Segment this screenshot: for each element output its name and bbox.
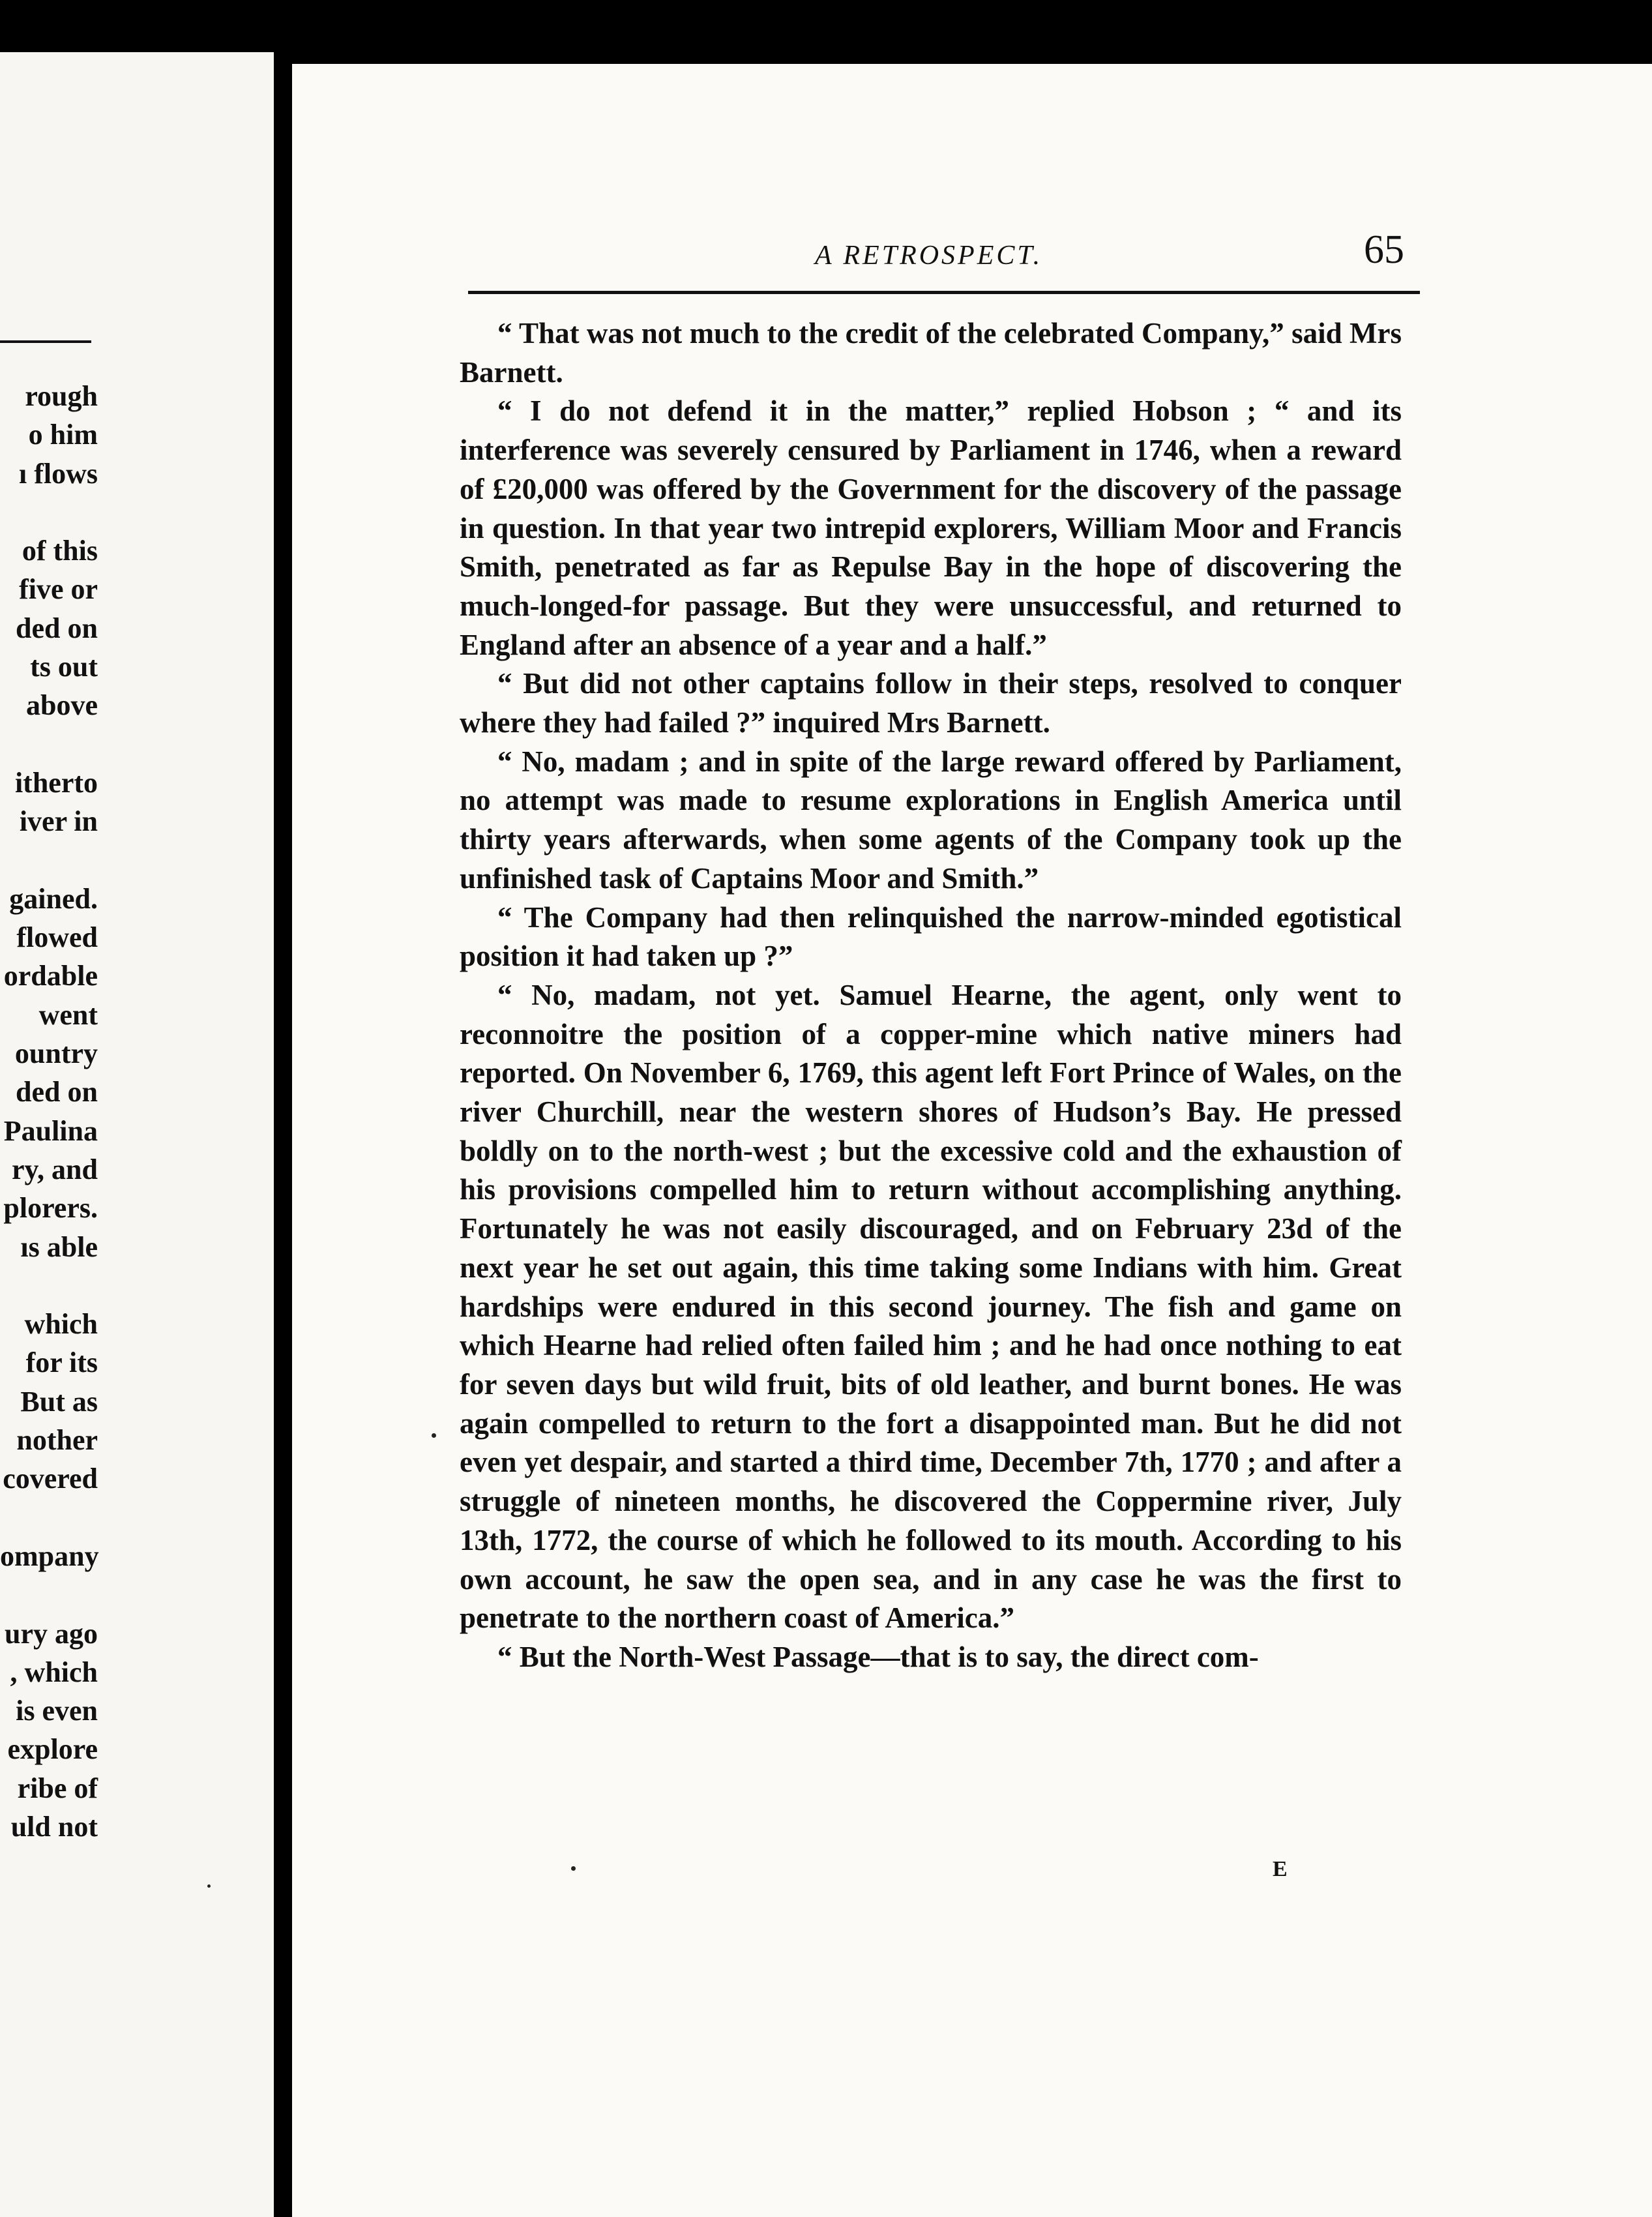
left-page-line: flowed	[16, 921, 98, 954]
left-page-line: which	[24, 1308, 98, 1341]
paragraph: “ No, madam ; and in spite of the large reward offered by Parliament, no attempt was made to resume explorations in English America until thirty years afterwards, when some agents of the Company took up the unfinished task of Captains Moor and Smith.”	[460, 745, 1402, 895]
left-page-line: , which	[10, 1656, 98, 1688]
left-page-line	[0, 1266, 98, 1305]
left-page-line: five or	[19, 573, 98, 606]
paragraph: “ No, madam, not yet. Samuel Hearne, the agent, only went to reconnoitre the position of a copper-mine which native miners had reported. On November 6, 1769, this agent left Fort Prince of Wales, on the river Churchill, near the western shores of Hudson’s Bay. He pressed boldly on to the north-west ; but the excessive cold and the exhaustion of his provisions compelled him to return without accomplishing anything. Fortunately he was not easily discouraged, and on February 23d of the next year he set out again, this time taking some Indians with him. Great hardships were endured in this second journey. The fish and game on which Hearne had relied often failed him ; and he had once nothing to eat for seven days but wild fruit, bits of old leather, and burnt bones. He was again compelled to return to the fort a disappointed man. But he did not even yet despair, and started a third time, December 7th, 1770 ; and after a struggle of nineteen months, he discovered the Coppermine river, July 13th, 1772, the course of which he followed to its mouth. According to his own account, he saw the open sea, and in any case he was the first to penetrate to the northern coast of America.”	[460, 978, 1402, 1635]
body-text	[460, 314, 1402, 1677]
paragraph: “ I do not defend it in the matter,” replied Hobson ; “ and its interference was severely censured by Parliament in 1746, when a reward of £20,000 was offered by the Government for the discovery of the passage in question. In that year two intrepid explorers, William Moor and Francis Smith, penetrated as far as Repulse Bay in the hope of discovering the much-longed-for passage. But they were unsuccessful, and returned to England after an absence of a year and a half.”	[460, 394, 1402, 661]
left-page-line: ompany	[0, 1540, 99, 1572]
left-page-line: plorers.	[3, 1192, 98, 1225]
left-page-line: But as	[20, 1385, 98, 1418]
header-rule	[468, 291, 1420, 294]
left-page-line: explore	[7, 1733, 98, 1766]
left-page-line: iver in	[19, 805, 98, 838]
paragraph: “ But the North-West Passage—that is to say, the direct com-	[497, 1640, 1259, 1673]
left-page-line: Paulina	[3, 1114, 98, 1147]
left-page-line	[0, 1498, 98, 1537]
left-page-line: above	[26, 689, 98, 722]
left-page-line	[0, 493, 98, 531]
left-page-line: itherto	[14, 766, 98, 799]
ink-speck	[432, 1433, 436, 1438]
running-head: A RETROSPECT.	[815, 241, 1043, 271]
left-page-line: gained.	[9, 882, 98, 915]
left-page-line	[0, 725, 98, 764]
left-page-line: o him	[28, 419, 98, 451]
paragraph: “ But did not other captains follow in their steps, resolved to conquer where they had failed ?” inquired Mrs Barnett.	[460, 667, 1402, 739]
signature-mark: E	[1273, 1857, 1288, 1881]
left-page-line: ts out	[30, 651, 98, 683]
left-facing-page	[0, 52, 274, 2217]
ink-speck	[207, 1884, 211, 1888]
left-page-line	[0, 841, 98, 880]
left-page-line: covered	[3, 1463, 98, 1495]
left-page-line: uld not	[10, 1810, 98, 1843]
left-page-text-fragments	[0, 377, 98, 1846]
left-page-line	[0, 1575, 98, 1614]
left-page-line: ded on	[16, 1076, 98, 1108]
left-page-line: ry, and	[11, 1153, 98, 1185]
page-number: 65	[1364, 228, 1404, 272]
left-page-line: rough	[25, 380, 98, 412]
left-page-line: of this	[22, 535, 98, 567]
left-page-line: ury ago	[5, 1617, 98, 1650]
left-page-line: ıs able	[20, 1230, 98, 1263]
left-page-line: for its	[25, 1347, 98, 1379]
left-page-line: ountry	[14, 1037, 98, 1070]
left-page-line: is even	[16, 1695, 98, 1727]
paragraph: “ The Company had then relinquished the narrow-minded egotistical position it had taken up ?”	[460, 900, 1402, 973]
left-page-line: went	[38, 998, 98, 1031]
left-page-line: nother	[16, 1424, 98, 1457]
paragraph: “ That was not much to the credit of the celebrated Company,” said Mrs Barnett.	[460, 317, 1402, 389]
left-page-rule	[0, 340, 91, 343]
left-page-line: ı flows	[19, 457, 98, 490]
ink-speck	[571, 1866, 576, 1871]
left-page-line: ded on	[16, 612, 98, 644]
left-page-line: ordable	[3, 960, 98, 992]
left-page-line: ribe of	[17, 1772, 98, 1804]
